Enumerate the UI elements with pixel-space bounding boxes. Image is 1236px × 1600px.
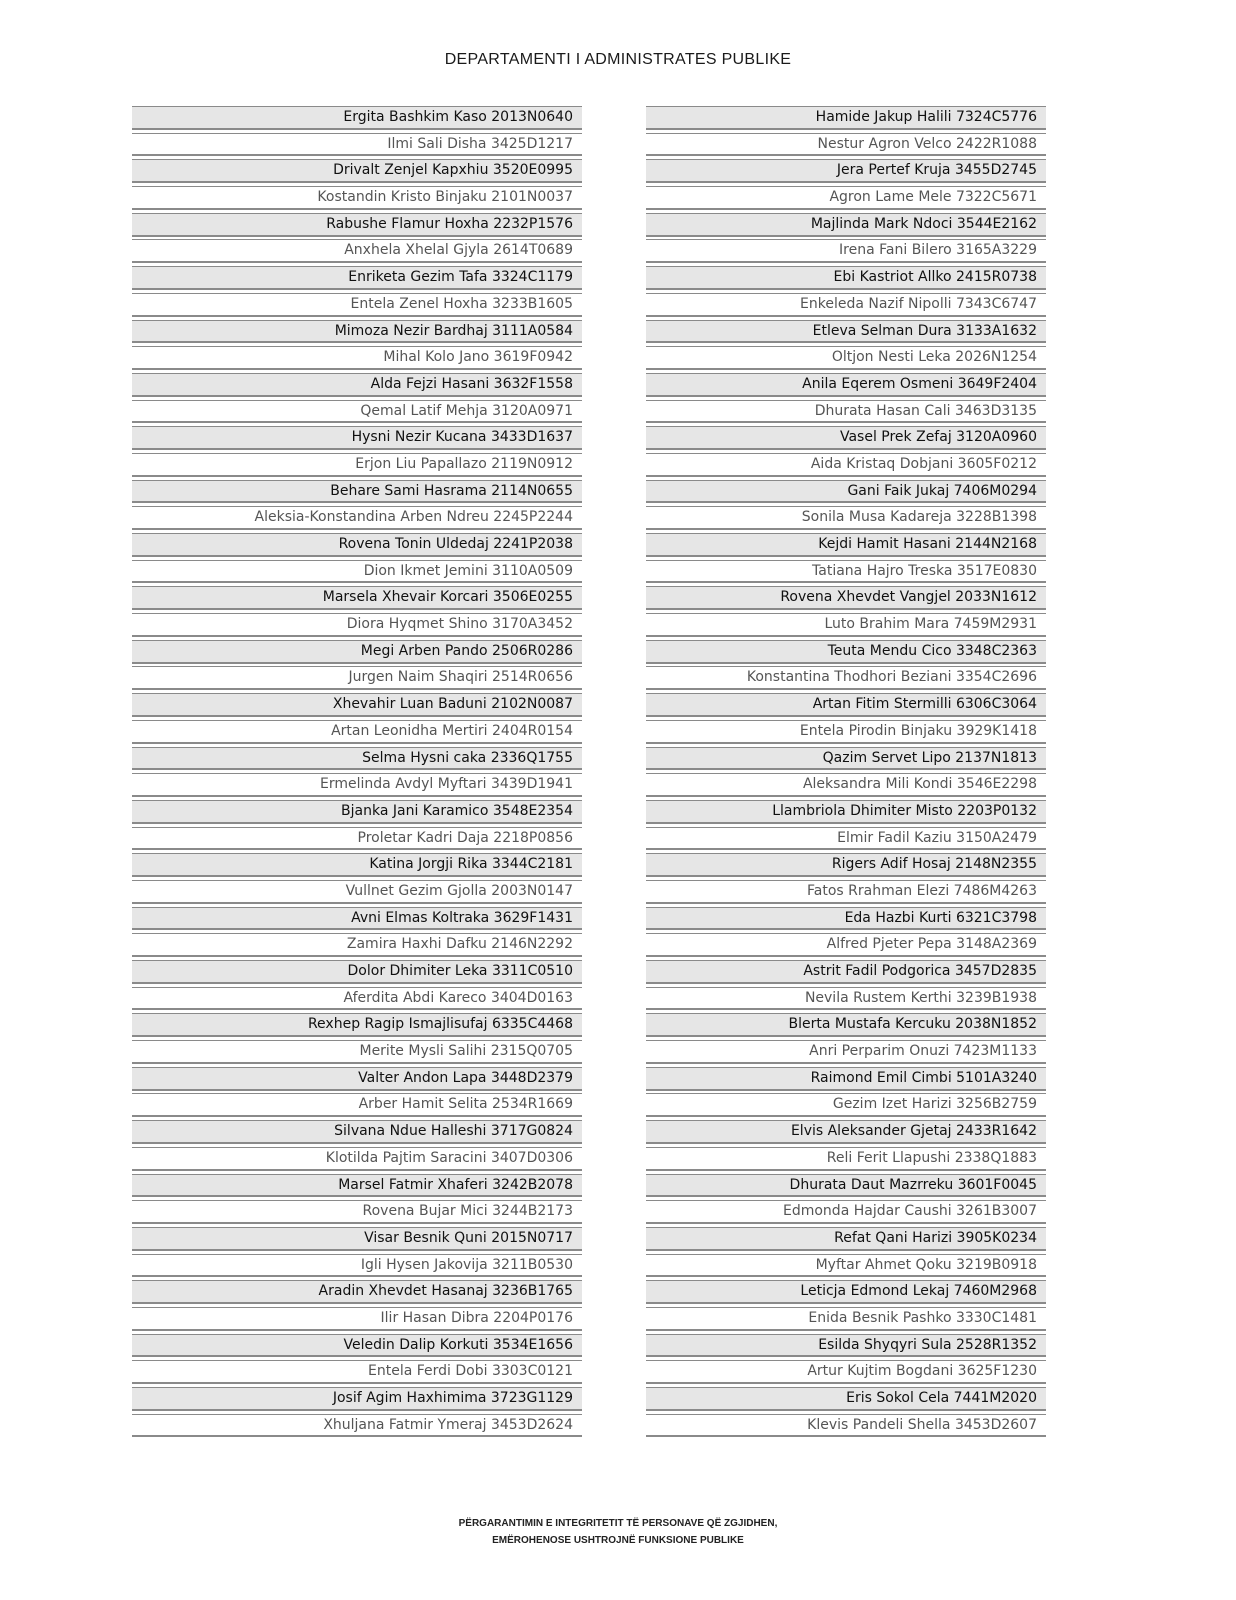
list-item: Proletar Kadri Daja 2218P0856 xyxy=(132,827,582,851)
list-item: Enida Besnik Pashko 3330C1481 xyxy=(646,1307,1046,1331)
list-item: Rovena Xhevdet Vangjel 2033N1612 xyxy=(646,586,1046,610)
list-item: Zamira Haxhi Dafku 2146N2292 xyxy=(132,933,582,957)
list-item: Eda Hazbi Kurti 6321C3798 xyxy=(646,907,1046,931)
list-item: Dion Ikmet Jemini 3110A0509 xyxy=(132,560,582,584)
list-item: Ebi Kastriot Allko 2415R0738 xyxy=(646,266,1046,290)
list-item: Anxhela Xhelal Gjyla 2614T0689 xyxy=(132,239,582,263)
list-item: Valter Andon Lapa 3448D2379 xyxy=(132,1067,582,1091)
list-item: Anri Perparim Onuzi 7423M1133 xyxy=(646,1040,1046,1064)
list-item: Ergita Bashkim Kaso 2013N0640 xyxy=(132,106,582,130)
list-item: Qazim Servet Lipo 2137N1813 xyxy=(646,747,1046,771)
page-title: DEPARTAMENTI I ADMINISTRATES PUBLIKE xyxy=(444,51,792,68)
list-item: Eris Sokol Cela 7441M2020 xyxy=(646,1387,1046,1411)
list-item: Mimoza Nezir Bardhaj 3111A0584 xyxy=(132,320,582,344)
list-item: Artan Fitim Stermilli 6306C3064 xyxy=(646,693,1046,717)
list-item: Kostandin Kristo Binjaku 2101N0037 xyxy=(132,186,582,210)
list-item: Drivalt Zenjel Kapxhiu 3520E0995 xyxy=(132,159,582,183)
list-item: Bjanka Jani Karamico 3548E2354 xyxy=(132,800,582,824)
list-item: Nevila Rustem Kerthi 3239B1938 xyxy=(646,987,1046,1011)
list-item: Elvis Aleksander Gjetaj 2433R1642 xyxy=(646,1120,1046,1144)
list-item: Blerta Mustafa Kercuku 2038N1852 xyxy=(646,1013,1046,1037)
page-footer xyxy=(0,1515,1236,1549)
list-item: Rexhep Ragip Ismajlisufaj 6335C4468 xyxy=(132,1013,582,1037)
list-item: Rigers Adif Hosaj 2148N2355 xyxy=(646,853,1046,877)
right-name-list xyxy=(646,106,1046,1440)
list-item: Mihal Kolo Jano 3619F0942 xyxy=(132,346,582,370)
left-name-list xyxy=(132,106,582,1440)
list-item: Luto Brahim Mara 7459M2931 xyxy=(646,613,1046,637)
list-item: Tatiana Hajro Treska 3517E0830 xyxy=(646,560,1046,584)
list-item: Ermelinda Avdyl Myftari 3439D1941 xyxy=(132,773,582,797)
list-item: Enkeleda Nazif Nipolli 7343C6747 xyxy=(646,293,1046,317)
list-item: Josif Agim Haxhimima 3723G1129 xyxy=(132,1387,582,1411)
list-item: Aleksandra Mili Kondi 3546E2298 xyxy=(646,773,1046,797)
list-item: Dolor Dhimiter Leka 3311C0510 xyxy=(132,960,582,984)
list-item: Behare Sami Hasrama 2114N0655 xyxy=(132,480,582,504)
list-item: Selma Hysni caka 2336Q1755 xyxy=(132,747,582,771)
list-item: Arber Hamit Selita 2534R1669 xyxy=(132,1093,582,1117)
list-item: Ilmi Sali Disha 3425D1217 xyxy=(132,133,582,157)
list-item: Gani Faik Jukaj 7406M0294 xyxy=(646,480,1046,504)
list-item: Qemal Latif Mehja 3120A0971 xyxy=(132,400,582,424)
list-item: Rabushe Flamur Hoxha 2232P1576 xyxy=(132,213,582,237)
list-item: Xhuljana Fatmir Ymeraj 3453D2624 xyxy=(132,1414,582,1438)
list-item: Llambriola Dhimiter Misto 2203P0132 xyxy=(646,800,1046,824)
list-item: Nestur Agron Velco 2422R1088 xyxy=(646,133,1046,157)
list-item: Leticja Edmond Lekaj 7460M2968 xyxy=(646,1280,1046,1304)
list-item: Oltjon Nesti Leka 2026N1254 xyxy=(646,346,1046,370)
list-item: Jera Pertef Kruja 3455D2745 xyxy=(646,159,1046,183)
list-item: Erjon Liu Papallazo 2119N0912 xyxy=(132,453,582,477)
list-item: Refat Qani Harizi 3905K0234 xyxy=(646,1227,1046,1251)
footer-line-2: EMËROHENOSE USHTROJNË FUNKSIONE PUBLIKE xyxy=(492,1535,744,1546)
list-item: Alda Fejzi Hasani 3632F1558 xyxy=(132,373,582,397)
list-item: Entela Pirodin Binjaku 3929K1418 xyxy=(646,720,1046,744)
list-item: Igli Hysen Jakovija 3211B0530 xyxy=(132,1254,582,1278)
list-item: Ilir Hasan Dibra 2204P0176 xyxy=(132,1307,582,1331)
list-item: Artan Leonidha Mertiri 2404R0154 xyxy=(132,720,582,744)
list-item: Diora Hyqmet Shino 3170A3452 xyxy=(132,613,582,637)
list-item: Alfred Pjeter Pepa 3148A2369 xyxy=(646,933,1046,957)
list-item: Vasel Prek Zefaj 3120A0960 xyxy=(646,426,1046,450)
list-item: Klotilda Pajtim Saracini 3407D0306 xyxy=(132,1147,582,1171)
list-item: Marsela Xhevair Korcari 3506E0255 xyxy=(132,586,582,610)
list-item: Enriketa Gezim Tafa 3324C1179 xyxy=(132,266,582,290)
list-item: Irena Fani Bilero 3165A3229 xyxy=(646,239,1046,263)
list-item: Astrit Fadil Podgorica 3457D2835 xyxy=(646,960,1046,984)
list-item: Megi Arben Pando 2506R0286 xyxy=(132,640,582,664)
list-item: Aradin Xhevdet Hasanaj 3236B1765 xyxy=(132,1280,582,1304)
list-item: Esilda Shyqyri Sula 2528R1352 xyxy=(646,1334,1046,1358)
list-item: Katina Jorgji Rika 3344C2181 xyxy=(132,853,582,877)
list-item: Aida Kristaq Dobjani 3605F0212 xyxy=(646,453,1046,477)
list-item: Silvana Ndue Halleshi 3717G0824 xyxy=(132,1120,582,1144)
list-item: Rovena Bujar Mici 3244B2173 xyxy=(132,1200,582,1224)
list-item: Visar Besnik Quni 2015N0717 xyxy=(132,1227,582,1251)
list-item: Hysni Nezir Kucana 3433D1637 xyxy=(132,426,582,450)
list-item: Konstantina Thodhori Beziani 3354C2696 xyxy=(646,666,1046,690)
list-item: Dhurata Hasan Cali 3463D3135 xyxy=(646,400,1046,424)
list-item: Jurgen Naim Shaqiri 2514R0656 xyxy=(132,666,582,690)
list-item: Vullnet Gezim Gjolla 2003N0147 xyxy=(132,880,582,904)
list-item: Artur Kujtim Bogdani 3625F1230 xyxy=(646,1360,1046,1384)
list-item: Fatos Rrahman Elezi 7486M4263 xyxy=(646,880,1046,904)
list-item: Raimond Emil Cimbi 5101A3240 xyxy=(646,1067,1046,1091)
list-item: Xhevahir Luan Baduni 2102N0087 xyxy=(132,693,582,717)
list-item: Aleksia-Konstandina Arben Ndreu 2245P2244 xyxy=(132,506,582,530)
list-item: Myftar Ahmet Qoku 3219B0918 xyxy=(646,1254,1046,1278)
list-item: Kejdi Hamit Hasani 2144N2168 xyxy=(646,533,1046,557)
list-item: Elmir Fadil Kaziu 3150A2479 xyxy=(646,827,1046,851)
list-item: Agron Lame Mele 7322C5671 xyxy=(646,186,1046,210)
list-item: Dhurata Daut Mazrreku 3601F0045 xyxy=(646,1174,1046,1198)
list-item: Majlinda Mark Ndoci 3544E2162 xyxy=(646,213,1046,237)
list-item: Anila Eqerem Osmeni 3649F2404 xyxy=(646,373,1046,397)
list-item: Aferdita Abdi Kareco 3404D0163 xyxy=(132,987,582,1011)
list-item: Sonila Musa Kadareja 3228B1398 xyxy=(646,506,1046,530)
footer-line-1: PËRGARANTIMIN E INTEGRITETIT TË PERSONAVE QË ZGJIDHEN, xyxy=(458,1518,778,1529)
list-item: Entela Ferdi Dobi 3303C0121 xyxy=(132,1360,582,1384)
list-item: Edmonda Hajdar Caushi 3261B3007 xyxy=(646,1200,1046,1224)
list-item: Klevis Pandeli Shella 3453D2607 xyxy=(646,1414,1046,1438)
list-item: Marsel Fatmir Xhaferi 3242B2078 xyxy=(132,1174,582,1198)
list-item: Merite Mysli Salihi 2315Q0705 xyxy=(132,1040,582,1064)
list-item: Etleva Selman Dura 3133A1632 xyxy=(646,320,1046,344)
list-item: Reli Ferit Llapushi 2338Q1883 xyxy=(646,1147,1046,1171)
list-item: Gezim Izet Harizi 3256B2759 xyxy=(646,1093,1046,1117)
list-item: Entela Zenel Hoxha 3233B1605 xyxy=(132,293,582,317)
list-item: Teuta Mendu Cico 3348C2363 xyxy=(646,640,1046,664)
list-item: Avni Elmas Koltraka 3629F1431 xyxy=(132,907,582,931)
list-item: Rovena Tonin Uldedaj 2241P2038 xyxy=(132,533,582,557)
list-item: Hamide Jakup Halili 7324C5776 xyxy=(646,106,1046,130)
list-item: Veledin Dalip Korkuti 3534E1656 xyxy=(132,1334,582,1358)
